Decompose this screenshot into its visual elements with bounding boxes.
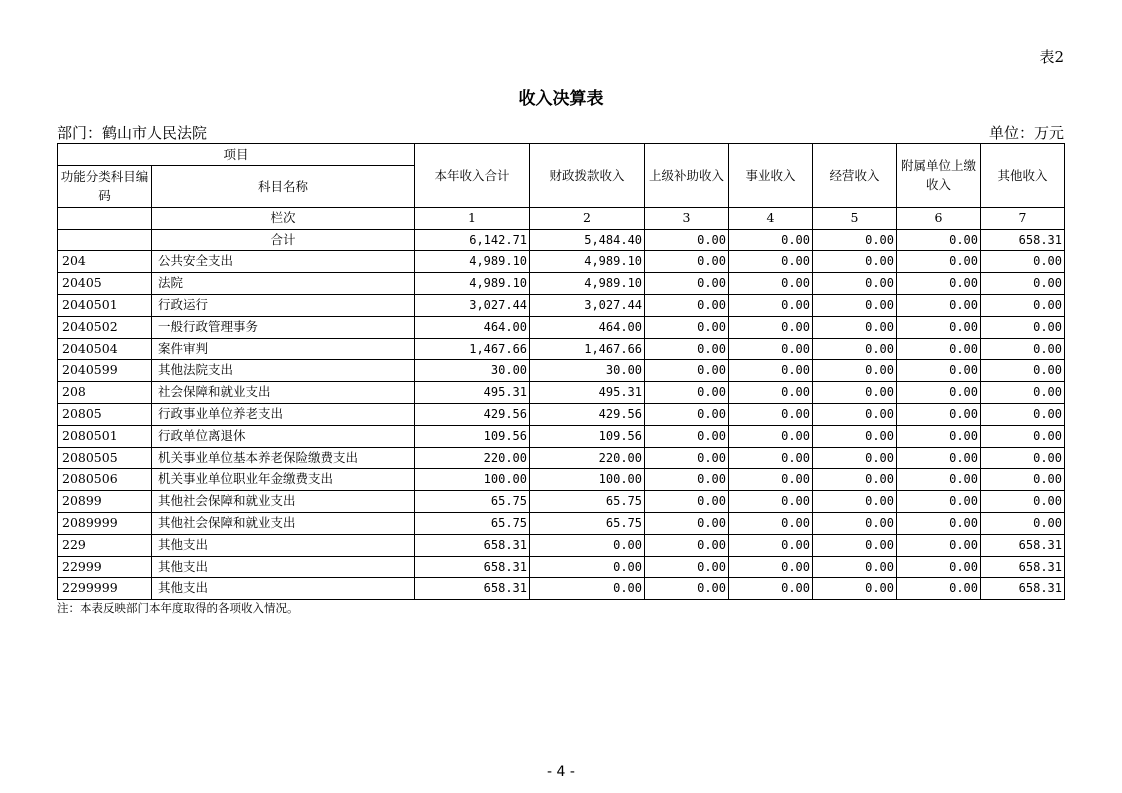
row-value: 0.00 [645,578,729,600]
row-name: 法院 [152,273,415,295]
row-value: 0.00 [729,294,813,316]
department-label: 部门：鹤山市人民法院 [57,124,208,142]
row-name: 行政事业单位养老支出 [152,403,415,425]
row-value: 658.31 [981,556,1065,578]
row-value: 0.00 [981,382,1065,404]
row-value: 0.00 [981,251,1065,273]
row-value: 0.00 [645,425,729,447]
row-value: 0.00 [729,556,813,578]
header-col-6: 附属单位上缴收入 [897,144,981,208]
table-row [58,403,1065,425]
row-value: 0.00 [729,469,813,491]
row-value: 0.00 [645,491,729,513]
row-value: 0.00 [813,338,897,360]
row-value: 0.00 [813,251,897,273]
row-value: 0.00 [813,273,897,295]
row-value: 0.00 [981,316,1065,338]
row-value: 0.00 [645,556,729,578]
row-value: 0.00 [981,425,1065,447]
row-name: 行政运行 [152,294,415,316]
header-index-2: 2 [530,207,645,229]
total-cell: 0.00 [897,229,981,251]
row-value: 65.75 [415,491,530,513]
row-value: 429.56 [415,403,530,425]
row-name: 其他支出 [152,556,415,578]
row-value: 0.00 [897,360,981,382]
table-row [58,338,1065,360]
row-code: 2040502 [58,316,152,338]
row-value: 0.00 [813,447,897,469]
row-name: 其他支出 [152,534,415,556]
row-value: 0.00 [729,403,813,425]
row-value: 0.00 [645,338,729,360]
row-value: 0.00 [645,251,729,273]
table-row [58,469,1065,491]
row-value: 65.75 [530,512,645,534]
total-code-blank [58,229,152,251]
header-index-4: 4 [729,207,813,229]
row-value: 0.00 [813,425,897,447]
row-value: 0.00 [897,447,981,469]
row-value: 65.75 [415,512,530,534]
row-name: 其他社会保障和就业支出 [152,491,415,513]
row-value: 0.00 [813,491,897,513]
header-index-blank [58,207,152,229]
row-code: 22999 [58,556,152,578]
row-value: 0.00 [813,556,897,578]
row-value: 0.00 [645,316,729,338]
row-value: 0.00 [729,316,813,338]
row-value: 0.00 [645,447,729,469]
row-value: 0.00 [897,491,981,513]
row-value: 4,989.10 [530,251,645,273]
header-index-6: 6 [897,207,981,229]
table-row [58,294,1065,316]
row-value: 0.00 [897,425,981,447]
row-value: 4,989.10 [415,251,530,273]
row-value: 0.00 [981,447,1065,469]
row-value: 100.00 [415,469,530,491]
total-cell: 0.00 [729,229,813,251]
table-body [58,229,1065,600]
header-col-5: 经营收入 [813,144,897,208]
row-value: 0.00 [729,338,813,360]
row-value: 220.00 [530,447,645,469]
row-value: 0.00 [729,360,813,382]
row-value: 0.00 [729,425,813,447]
row-value: 0.00 [813,360,897,382]
row-value: 429.56 [530,403,645,425]
row-value: 0.00 [729,534,813,556]
header-col-4: 事业收入 [729,144,813,208]
row-code: 2080506 [58,469,152,491]
row-name: 案件审判 [152,338,415,360]
row-value: 0.00 [981,403,1065,425]
unit-label: 单位：万元 [988,124,1064,142]
total-row [58,229,1065,251]
row-code: 20805 [58,403,152,425]
row-value: 4,989.10 [530,273,645,295]
row-value: 0.00 [813,512,897,534]
row-value: 658.31 [415,578,530,600]
row-code: 2040501 [58,294,152,316]
row-name: 行政单位离退休 [152,425,415,447]
table-row [58,512,1065,534]
row-value: 0.00 [813,382,897,404]
row-value: 0.00 [813,316,897,338]
row-value: 464.00 [530,316,645,338]
row-value: 0.00 [813,578,897,600]
table-row [58,425,1065,447]
row-code: 2080501 [58,425,152,447]
page-title: 收入决算表 [518,89,604,109]
table-row [58,273,1065,295]
row-code: 229 [58,534,152,556]
row-value: 0.00 [897,251,981,273]
header-index-3: 3 [645,207,729,229]
row-value: 495.31 [415,382,530,404]
row-value: 0.00 [981,338,1065,360]
row-value: 0.00 [645,360,729,382]
table-row [58,382,1065,404]
row-value: 0.00 [729,578,813,600]
total-label: 合计 [152,229,415,251]
row-value: 0.00 [813,534,897,556]
row-value: 658.31 [415,556,530,578]
row-value: 0.00 [897,534,981,556]
total-cell: 5,484.40 [530,229,645,251]
row-code: 2040504 [58,338,152,360]
row-value: 0.00 [981,360,1065,382]
row-value: 658.31 [981,534,1065,556]
row-name: 机关事业单位基本养老保险缴费支出 [152,447,415,469]
row-value: 0.00 [897,316,981,338]
header-index-5: 5 [813,207,897,229]
header-index-7: 7 [981,207,1065,229]
row-value: 100.00 [530,469,645,491]
row-value: 0.00 [645,512,729,534]
page-number: - 4 - [547,764,575,780]
row-value: 0.00 [530,556,645,578]
row-value: 30.00 [415,360,530,382]
header-index-label: 栏次 [152,207,415,229]
table-row [58,556,1065,578]
row-value: 0.00 [645,273,729,295]
row-name: 机关事业单位职业年金缴费支出 [152,469,415,491]
row-value: 109.56 [530,425,645,447]
row-value: 0.00 [897,403,981,425]
row-code: 204 [58,251,152,273]
row-value: 0.00 [645,382,729,404]
row-value: 0.00 [897,382,981,404]
total-cell: 658.31 [981,229,1065,251]
row-value: 0.00 [981,491,1065,513]
table-row [58,360,1065,382]
row-code: 2089999 [58,512,152,534]
table-row [58,316,1065,338]
row-value: 0.00 [897,469,981,491]
header-code: 功能分类科目编码 [58,165,152,207]
row-value: 0.00 [813,469,897,491]
row-name: 公共安全支出 [152,251,415,273]
table-row [58,491,1065,513]
header-col-1: 本年收入合计 [415,144,530,208]
row-value: 0.00 [981,512,1065,534]
row-value: 4,989.10 [415,273,530,295]
row-value: 0.00 [813,403,897,425]
row-value: 30.00 [530,360,645,382]
row-value: 65.75 [530,491,645,513]
header-index-1: 1 [415,207,530,229]
header-col-3: 上级补助收入 [645,144,729,208]
row-value: 0.00 [729,273,813,295]
row-name: 一般行政管理事务 [152,316,415,338]
income-table [57,143,1065,600]
header-col-2: 财政拨款收入 [530,144,645,208]
row-value: 0.00 [645,534,729,556]
row-value: 0.00 [981,294,1065,316]
row-value: 0.00 [897,512,981,534]
row-code: 2080505 [58,447,152,469]
row-value: 0.00 [530,578,645,600]
table-row [58,251,1065,273]
total-cell: 6,142.71 [415,229,530,251]
row-code: 2040599 [58,360,152,382]
row-value: 1,467.66 [530,338,645,360]
table-row [58,447,1065,469]
row-value: 0.00 [729,447,813,469]
row-value: 464.00 [415,316,530,338]
total-cell: 0.00 [813,229,897,251]
row-name: 其他支出 [152,578,415,600]
row-value: 658.31 [415,534,530,556]
row-code: 20899 [58,491,152,513]
row-value: 0.00 [645,294,729,316]
total-cell: 0.00 [645,229,729,251]
table-note: 注：本表反映部门本年度取得的各项收入情况。 [57,601,299,615]
row-value: 3,027.44 [415,294,530,316]
row-value: 1,467.66 [415,338,530,360]
table-row [58,578,1065,600]
row-value: 3,027.44 [530,294,645,316]
row-value: 220.00 [415,447,530,469]
row-value: 0.00 [729,512,813,534]
header-project: 项目 [58,144,415,166]
row-value: 0.00 [897,338,981,360]
row-value: 0.00 [729,382,813,404]
row-name: 社会保障和就业支出 [152,382,415,404]
row-value: 0.00 [981,273,1065,295]
row-value: 495.31 [530,382,645,404]
row-name: 其他社会保障和就业支出 [152,512,415,534]
row-value: 0.00 [897,578,981,600]
row-value: 0.00 [729,491,813,513]
row-value: 0.00 [897,294,981,316]
row-value: 658.31 [981,578,1065,600]
row-code: 2299999 [58,578,152,600]
row-value: 0.00 [530,534,645,556]
row-code: 208 [58,382,152,404]
row-value: 0.00 [897,556,981,578]
row-value: 0.00 [645,469,729,491]
row-value: 0.00 [645,403,729,425]
row-value: 0.00 [897,273,981,295]
table-row [58,534,1065,556]
row-value: 0.00 [981,469,1065,491]
row-value: 0.00 [813,294,897,316]
header-col-7: 其他收入 [981,144,1065,208]
row-name: 其他法院支出 [152,360,415,382]
row-code: 20405 [58,273,152,295]
row-value: 0.00 [729,251,813,273]
table-number: 表2 [1039,48,1064,66]
row-value: 109.56 [415,425,530,447]
header-name: 科目名称 [152,165,415,207]
